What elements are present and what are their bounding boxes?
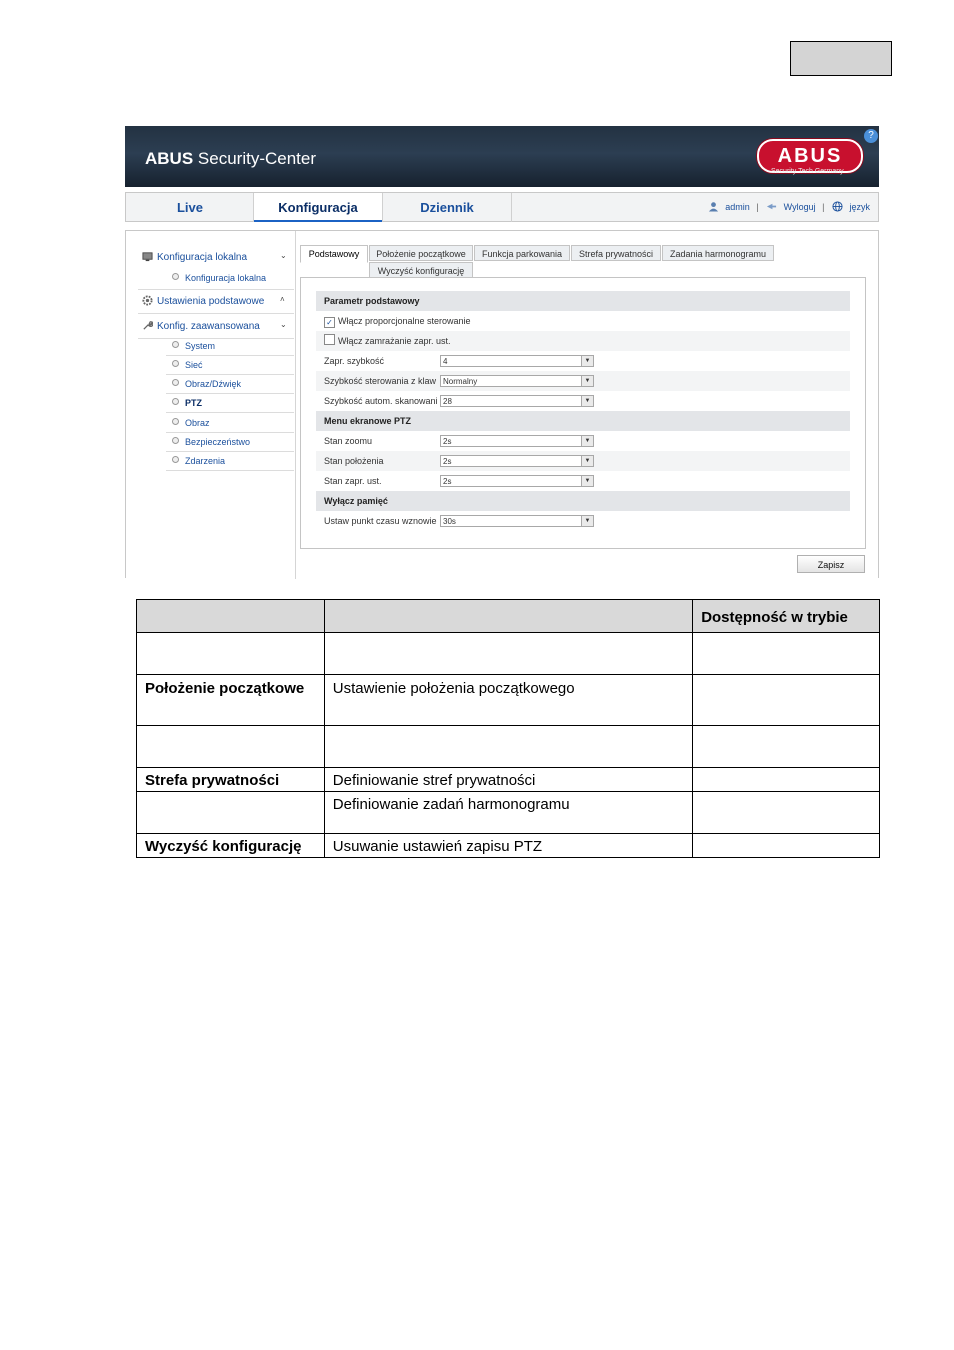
auto-scan-speed-select[interactable]: 28 ▼ — [440, 395, 594, 407]
row-proportional — [316, 311, 850, 331]
table-row: Wyczyść konfigurację Usuwanie ustawień zapisu PTZ — [137, 834, 880, 858]
table-row: Strefa prywatności Definiowanie stref prywatności — [137, 768, 880, 792]
section-osd: Menu ekranowe PTZ — [316, 411, 850, 431]
row-preset-speed: Zapr. szybkość 4 ▼ — [316, 351, 850, 371]
logout-link[interactable]: Wyloguj — [783, 202, 816, 212]
app-title: ABUS Security-Center — [145, 149, 317, 168]
tab-clear-config[interactable]: Wyczyść konfigurację — [369, 262, 473, 278]
section-memory: Wyłącz pamięć — [316, 491, 850, 511]
ptz-basic-form — [300, 277, 866, 549]
preset-speed-select[interactable]: 4 ▼ — [440, 355, 594, 367]
chevron-down-icon: ▼ — [581, 456, 593, 466]
abus-logo: ABUS — [757, 139, 863, 173]
chevron-down-icon: ▼ — [581, 376, 593, 386]
row-auto-scan-speed: Szybkość autom. skanowani 28 ▼ — [316, 391, 850, 411]
table-header-cell: Dostępność w trybie — [693, 600, 880, 633]
bullet-icon — [172, 341, 179, 348]
tab-konfiguracja[interactable]: Konfiguracja — [254, 193, 382, 222]
position-state-select[interactable]: 2s ▼ — [440, 455, 594, 467]
chevron-down-icon: ⌄ — [280, 251, 287, 260]
table-header-cell — [137, 600, 325, 633]
proportional-label: Włącz proporcjonalne sterowanie — [338, 316, 471, 326]
bullet-icon — [172, 418, 179, 425]
user-name-link[interactable]: admin — [725, 202, 750, 212]
sidebar-subitem-image[interactable]: Obraz — [172, 418, 210, 428]
main-nav — [125, 192, 879, 222]
bullet-icon — [172, 398, 179, 405]
help-icon[interactable]: ? — [864, 129, 878, 143]
logo-tagline: Security Tech Germany — [771, 168, 844, 175]
chevron-up-icon: ˄ — [280, 295, 285, 304]
tab-park-action[interactable]: Funkcja parkowania — [474, 245, 570, 261]
proportional-checkbox[interactable]: ✓ — [324, 317, 335, 328]
preset-state-select[interactable]: 2s ▼ — [440, 475, 594, 487]
chevron-down-icon: ▼ — [581, 396, 593, 406]
sidebar-subitem-network[interactable]: Sieć — [172, 360, 203, 370]
sidebar-subitem-image-audio[interactable]: Obraz/Dźwięk — [172, 379, 241, 389]
chevron-down-icon: ▼ — [581, 516, 593, 526]
tab-dziennik[interactable]: Dziennik — [420, 200, 474, 215]
row-position-state: Stan położenia 2s ▼ — [316, 451, 850, 471]
chevron-down-icon: ▼ — [581, 476, 593, 486]
sidebar-subitem-security[interactable]: Bezpieczeństwo — [172, 437, 250, 447]
config-content — [300, 243, 866, 570]
wrench-icon — [142, 320, 153, 331]
sidebar-subitem-events[interactable]: Zdarzenia — [172, 456, 225, 466]
zoom-state-select[interactable]: 2s ▼ — [440, 435, 594, 447]
bullet-icon — [172, 437, 179, 444]
section-basic: Parametr podstawowy — [316, 291, 850, 311]
row-preset-state: Stan zapr. ust. 2s ▼ — [316, 471, 850, 491]
bullet-icon — [172, 273, 179, 280]
sidebar-item-basic-settings[interactable]: Ustawienia podstawowe ˄ — [142, 295, 264, 307]
chevron-down-icon: ▼ — [581, 436, 593, 446]
table-row: Definiowanie zadań harmonogramu — [137, 792, 880, 834]
user-links: admin | Wyloguj | język — [708, 201, 870, 212]
chevron-down-icon: ⌄ — [280, 320, 287, 329]
browser-screenshot — [125, 126, 879, 578]
sub-tabs — [300, 243, 866, 279]
monitor-icon — [142, 251, 153, 262]
table-header-cell — [324, 600, 692, 633]
config-panel — [125, 230, 879, 578]
sidebar-item-advanced-config[interactable]: Konfig. zaawansowana ⌄ — [142, 320, 260, 332]
bullet-icon — [172, 456, 179, 463]
sidebar-subitem-local-config[interactable]: Konfiguracja lokalna — [172, 273, 266, 283]
chevron-down-icon: ▼ — [581, 356, 593, 366]
app-header — [125, 126, 879, 187]
globe-icon — [832, 201, 843, 212]
resume-time-select[interactable]: 30s ▼ — [440, 515, 594, 527]
tab-live[interactable]: Live — [176, 200, 203, 215]
tab-basic[interactable]: Podstawowy — [300, 245, 368, 263]
row-zoom-state: Stan zoomu 2s ▼ — [316, 431, 850, 451]
page-number-box — [790, 41, 892, 76]
row-keyboard-speed: Szybkość sterowania z klaw Normalny ▼ — [316, 371, 850, 391]
tab-scheduled-tasks[interactable]: Zadania harmonogramu — [662, 245, 774, 261]
sidebar-item-local-config[interactable]: Konfiguracja lokalna ⌄ — [142, 251, 247, 263]
sidebar-subitem-system[interactable]: System — [172, 341, 215, 351]
table-row: Położenie początkowe Ustawienie położenia początkowego — [137, 675, 880, 726]
table-header-row — [137, 600, 880, 633]
save-button[interactable]: Zapisz — [797, 555, 865, 573]
logout-icon — [766, 201, 777, 212]
user-icon — [708, 201, 719, 212]
table-row — [137, 726, 880, 768]
sidebar — [126, 231, 296, 579]
row-freeze — [316, 331, 850, 351]
sidebar-subitem-ptz[interactable]: PTZ — [172, 398, 202, 408]
bullet-icon — [172, 360, 179, 367]
tab-privacy-mask[interactable]: Strefa prywatności — [571, 245, 661, 261]
description-table — [136, 599, 880, 858]
language-link[interactable]: język — [849, 202, 870, 212]
keyboard-speed-select[interactable]: Normalny ▼ — [440, 375, 594, 387]
gear-icon — [142, 295, 153, 306]
freeze-checkbox[interactable] — [324, 334, 335, 345]
freeze-label: Włącz zamrażanie zapr. ust. — [338, 336, 451, 346]
row-resume-time: Ustaw punkt czasu wznowie 30s ▼ — [316, 511, 850, 531]
bullet-icon — [172, 379, 179, 386]
tab-home-position[interactable]: Położenie początkowe — [369, 245, 473, 261]
table-row — [137, 633, 880, 675]
